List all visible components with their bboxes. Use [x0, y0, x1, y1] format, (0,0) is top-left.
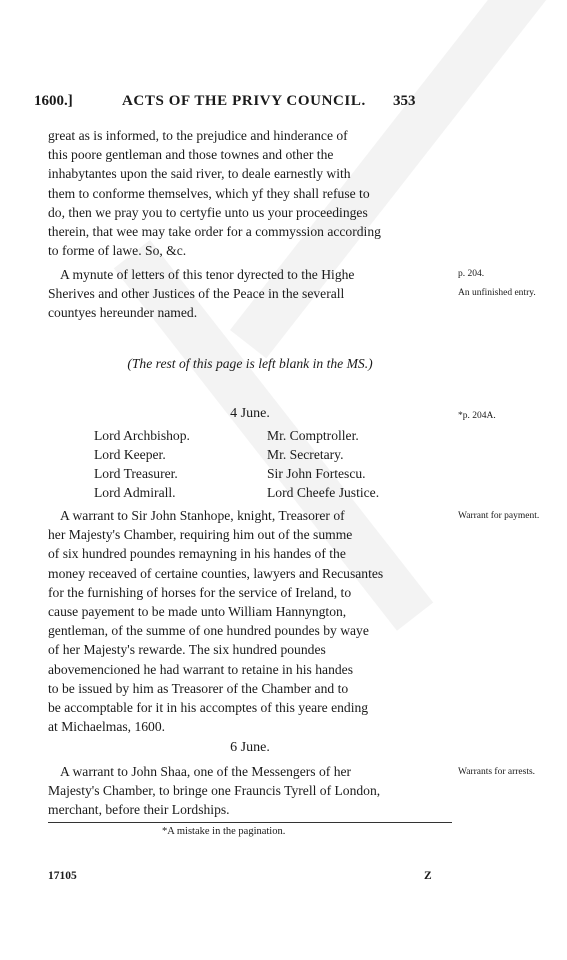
attendee: Lord Treasurer. — [94, 466, 178, 481]
attendee: Sir John Fortescu. — [267, 466, 366, 481]
footnote: *A mistake in the pagination. — [162, 826, 286, 837]
margin-note-unfinished: An unfinished entry. — [458, 288, 536, 298]
attendee: Mr. Secretary. — [267, 447, 344, 462]
paragraph-warrant-arrest — [48, 762, 452, 820]
text-line: Majesty's Chamber, to bringe one Frauncis Tyrell of London, — [48, 783, 381, 799]
text-line: of her Majesty's rewarde. The six hundred poundes — [48, 642, 326, 658]
margin-note-page-ref-a: *p. 204A. — [458, 411, 496, 421]
header-page-number: 353 — [393, 93, 416, 109]
text-line: abovemencioned he had warrant to retaine in his handes — [48, 661, 353, 677]
attendee: Lord Archbishop. — [94, 428, 190, 443]
text-line: inhabytantes upon the said river, to deale earnestly with — [48, 166, 351, 182]
attendee: Lord Cheefe Justice. — [267, 485, 380, 500]
header-year: 1600.] — [34, 93, 73, 109]
footer-gathering-mark: Z — [424, 870, 432, 882]
footnote-rule — [48, 822, 452, 823]
date-heading: 4 June. — [230, 406, 270, 421]
paragraph-continued — [48, 126, 452, 260]
paragraph-minute — [48, 265, 452, 323]
date-heading: 6 June. — [230, 740, 270, 755]
text-line: A warrant to John Shaa, one of the Messengers of her — [60, 764, 352, 779]
text-line: for the furnishing of horses for the service of Ireland, to — [48, 584, 352, 600]
text-line: merchant, before their Lordships. — [48, 802, 230, 818]
text-line: them to conforme themselves, which yf they shall refuse to — [48, 185, 370, 201]
text-line: A warrant to Sir John Stanhope, knight, Treasorer of — [60, 508, 345, 523]
header-title: ACTS OF THE PRIVY COUNCIL. — [122, 93, 366, 109]
text-line: of six hundred poundes remayning in his handes of the — [48, 546, 346, 562]
text-line: cause payement to be made unto William Hannyngton, — [48, 604, 347, 620]
text-line: to forme of lawe. So, &c. — [48, 243, 187, 259]
text-line: this poore gentleman and those townes and other the — [48, 147, 334, 163]
attendee: Lord Keeper. — [94, 447, 166, 462]
text-line: great as is informed, to the prejudice and hinderance of — [48, 128, 348, 143]
text-line: be accomptable for it in his accomptes of this yeare ending — [48, 700, 369, 716]
text-line: gentleman, of the summe of one hundred poundes by waye — [48, 623, 369, 639]
text-line: countyes hereunder named. — [48, 305, 198, 321]
margin-note-warrants-arrests: Warrants for arrests. — [458, 767, 536, 777]
margin-note-page-ref: p. 204. — [458, 269, 485, 279]
text-line: Sherives and other Justices of the Peace in the severall — [48, 286, 345, 302]
text-line: to be issued by him as Treasorer of the Chamber and to — [48, 680, 349, 696]
paragraph-warrant-payment — [48, 506, 452, 736]
text-line: do, then we pray you to certyfie unto us your proceedinges — [48, 204, 368, 220]
attendee: Mr. Comptroller. — [267, 428, 359, 443]
text-line: A mynute of letters of this tenor dyrected to the Highe — [60, 267, 355, 282]
blank-page-note: (The rest of this page is left blank in the MS.) — [127, 356, 373, 371]
margin-note-warrant-payment: Warrant for payment. — [458, 511, 540, 521]
footer-signature-mark: 17105 — [48, 870, 77, 882]
text-line: her Majesty's Chamber, requiring him out of the summe — [48, 527, 353, 543]
text-line: money receaved of certaine counties, lawyers and Recusantes — [48, 565, 384, 581]
text-line: therein, that wee may take order for a commyssion according — [48, 224, 381, 240]
attendee: Lord Admirall. — [94, 485, 176, 500]
text-line: at Michaelmas, 1600. — [48, 719, 166, 735]
